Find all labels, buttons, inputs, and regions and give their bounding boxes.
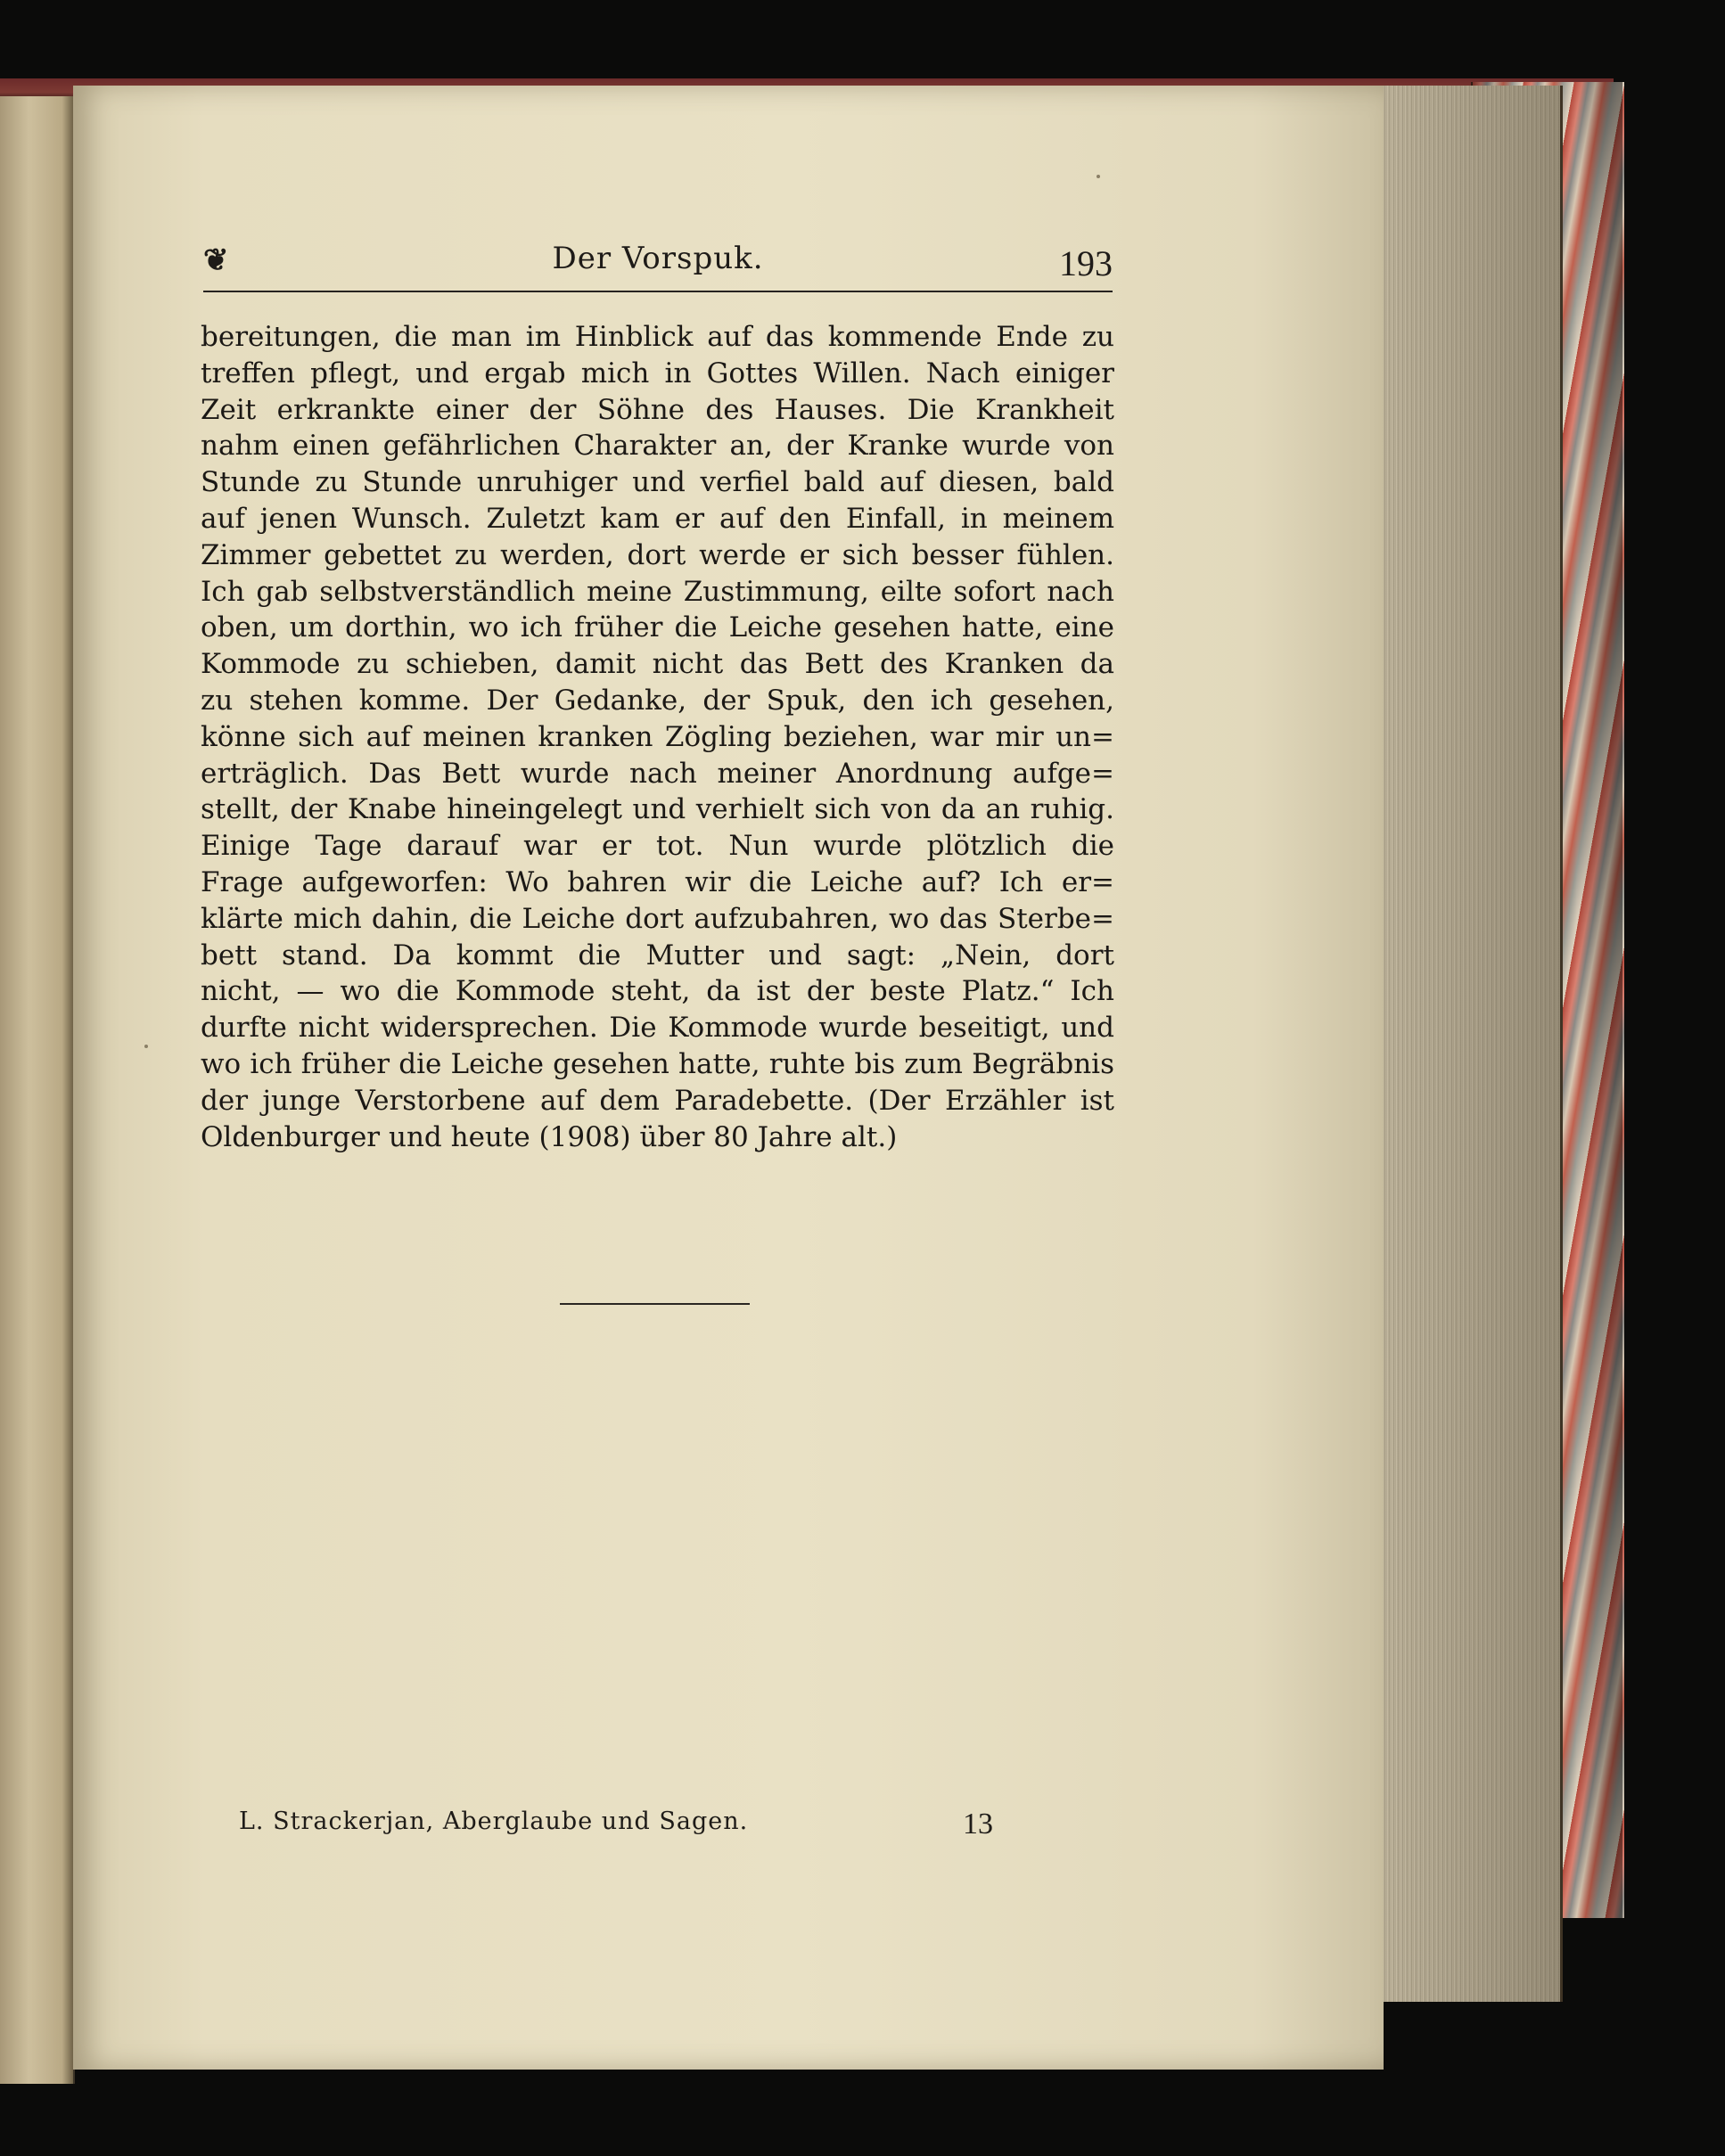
text-line: stellt, der Knabe hineingelegt und verhielt sich von da an ruhig. — [201, 793, 1114, 826]
section-end-rule — [560, 1303, 750, 1305]
text-line: Einige Tage darauf war er tot. Nun wurde plötzlich die — [201, 830, 1114, 863]
text-line: bereitungen, die man im Hinblick auf das kommende Ende zu — [201, 321, 1114, 353]
text-line: bett stand. Da kommt die Mutter und sagt: „Nein, dort — [201, 939, 1114, 971]
text-line: Zimmer gebettet zu werden, dort werde er sich besser fühlen. — [201, 538, 1114, 571]
header-ornament: ❦ — [203, 242, 229, 278]
text-line: treffen pflegt, und ergab mich in Gottes Willen. Nach einiger — [201, 357, 1114, 389]
paper-speck — [144, 1045, 148, 1048]
text-line: zu stehen komme. Der Gedanke, der Spuk, den ich gesehen, — [201, 684, 1114, 717]
text-line: Ich gab selbstverständlich meine Zustimmung, eilte sofort nach — [201, 575, 1114, 608]
text-line: durfte nicht widersprechen. Die Kommode wurde beseitigt, und — [201, 1012, 1114, 1045]
paper-speck — [1097, 175, 1100, 178]
running-title: Der Vorspuk. — [552, 241, 764, 276]
body-text — [201, 319, 1114, 1155]
text-line: Stunde zu Stunde unruhiger und verfiel bald auf diesen, bald — [201, 466, 1114, 499]
printer-signature: L. Strackerjan, Aberglaube und Sagen. — [239, 1808, 749, 1835]
text-line: nahm einen gefährlichen Charakter an, der Kranke wurde von — [201, 430, 1114, 463]
text-line: klärte mich dahin, die Leiche dort aufzubahren, wo das Sterbe= — [201, 902, 1114, 935]
text-line: Oldenburger und heute (1908) über 80 Jahre alt.) — [201, 1120, 898, 1153]
text-line: Kommode zu schieben, damit nicht das Bett des Kranken da — [201, 648, 1114, 681]
text-line: Frage aufgeworfen: Wo bahren wir die Leiche auf? Ich er= — [201, 865, 1114, 898]
text-line: erträglich. Das Bett wurde nach meiner Anordnung aufge= — [201, 757, 1114, 790]
text-line: wo ich früher die Leiche gesehen hatte, ruhte bis zum Begräbnis — [201, 1047, 1114, 1080]
text-line: oben, um dorthin, wo ich früher die Leiche gesehen hatte, eine — [201, 611, 1114, 644]
text-line: der junge Verstorbene auf dem Paradebette. (Der Erzähler ist — [201, 1084, 1114, 1117]
text-line: Zeit erkrankte einer der Söhne des Hauses. Die Krankheit — [201, 393, 1114, 426]
page-footer — [239, 1808, 997, 1847]
text-line: auf jenen Wunsch. Zuletzt kam er auf den Einfall, in meinem — [201, 502, 1114, 535]
page-block-shadow — [1364, 86, 1560, 2002]
sheet-number: 13 — [963, 1808, 993, 1840]
page-header — [203, 234, 1113, 292]
page-number: 193 — [1059, 243, 1113, 283]
text-line: könne sich auf meinen kranken Zögling beziehen, war mir un= — [201, 720, 1114, 753]
text-line: nicht, — wo die Kommode steht, da ist der beste Platz.“ Ich — [201, 975, 1114, 1008]
facing-page-edge — [0, 96, 75, 2084]
